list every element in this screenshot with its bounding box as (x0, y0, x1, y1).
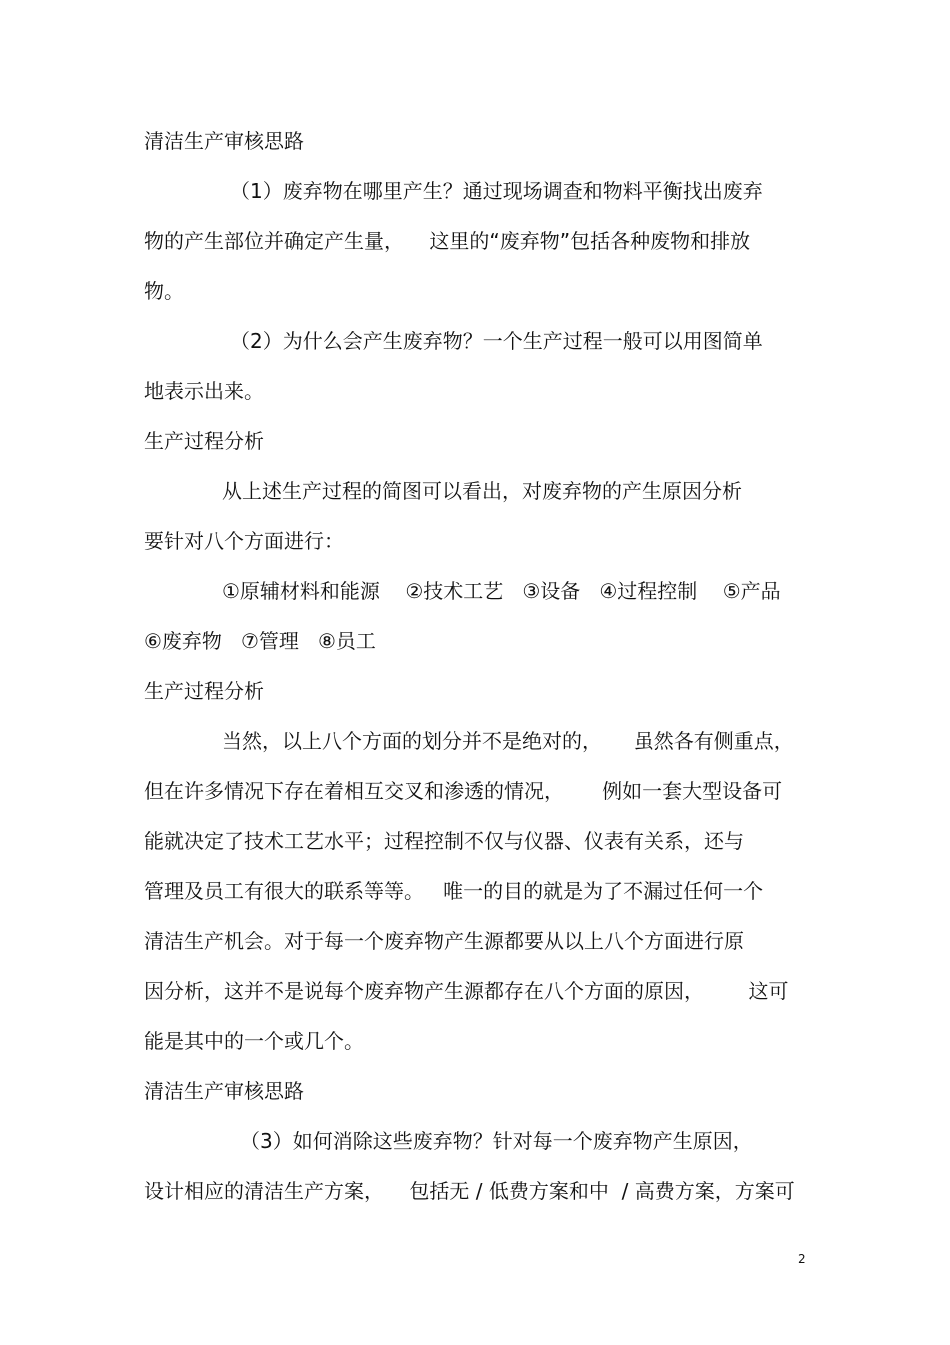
section-heading-audit-approach: 清洁生产审核思路 (144, 129, 304, 153)
paragraph-line: 清洁生产机会。对于每一个废弃物产生源都要从以上八个方面进行原 (144, 929, 744, 953)
paragraph-line: 要针对八个方面进行： (144, 529, 344, 553)
paragraph-line: （2）为什么会产生废弃物？一个生产过程一般可以用图简单 (230, 329, 763, 353)
paragraph-line: 因分析，这并不是说每个废弃物产生源都存在八个方面的原因， 这可 (144, 979, 789, 1003)
page-number: 2 (798, 1252, 806, 1266)
paragraph-line: 但在许多情况下存在着相互交叉和渗透的情况， 例如一套大型设备可 (144, 779, 783, 803)
paragraph-line: 从上述生产过程的简图可以看出，对废弃物的产生原因分析 (222, 479, 742, 503)
paragraph-line: 地表示出来。 (144, 379, 264, 403)
aspect-list-line: ⑥废弃物 ⑦管理 ⑧员工 (144, 629, 376, 653)
paragraph-line: 物。 (144, 279, 184, 303)
paragraph-line: 能是其中的一个或几个。 (144, 1029, 364, 1053)
paragraph-line: 物的产生部位并确定产生量， 这里的“废弃物”包括各种废物和排放 (144, 229, 751, 253)
paragraph-line: 设计相应的清洁生产方案， 包括无 / 低费方案和中 / 高费方案，方案可 (144, 1179, 795, 1203)
paragraph-line: 管理及员工有很大的联系等等。 唯一的目的就是为了不漏过任何一个 (144, 879, 764, 903)
paragraph-line: （1）废弃物在哪里产生？通过现场调查和物料平衡找出废弃 (230, 179, 763, 203)
section-heading-process-analysis: 生产过程分析 (144, 679, 264, 703)
paragraph-line: （3）如何消除这些废弃物？针对每一个废弃物产生原因， (240, 1129, 753, 1153)
paragraph-line: 当然，以上八个方面的划分并不是绝对的， 虽然各有侧重点， (222, 729, 794, 753)
section-heading-process-analysis: 生产过程分析 (144, 429, 264, 453)
paragraph-line: 能就决定了技术工艺水平；过程控制不仅与仪器、仪表有关系，还与 (144, 829, 744, 853)
aspect-list-line: ①原辅材料和能源 ②技术工艺 ③设备 ④过程控制 ⑤产品 (222, 579, 781, 603)
section-heading-audit-approach: 清洁生产审核思路 (144, 1079, 304, 1103)
